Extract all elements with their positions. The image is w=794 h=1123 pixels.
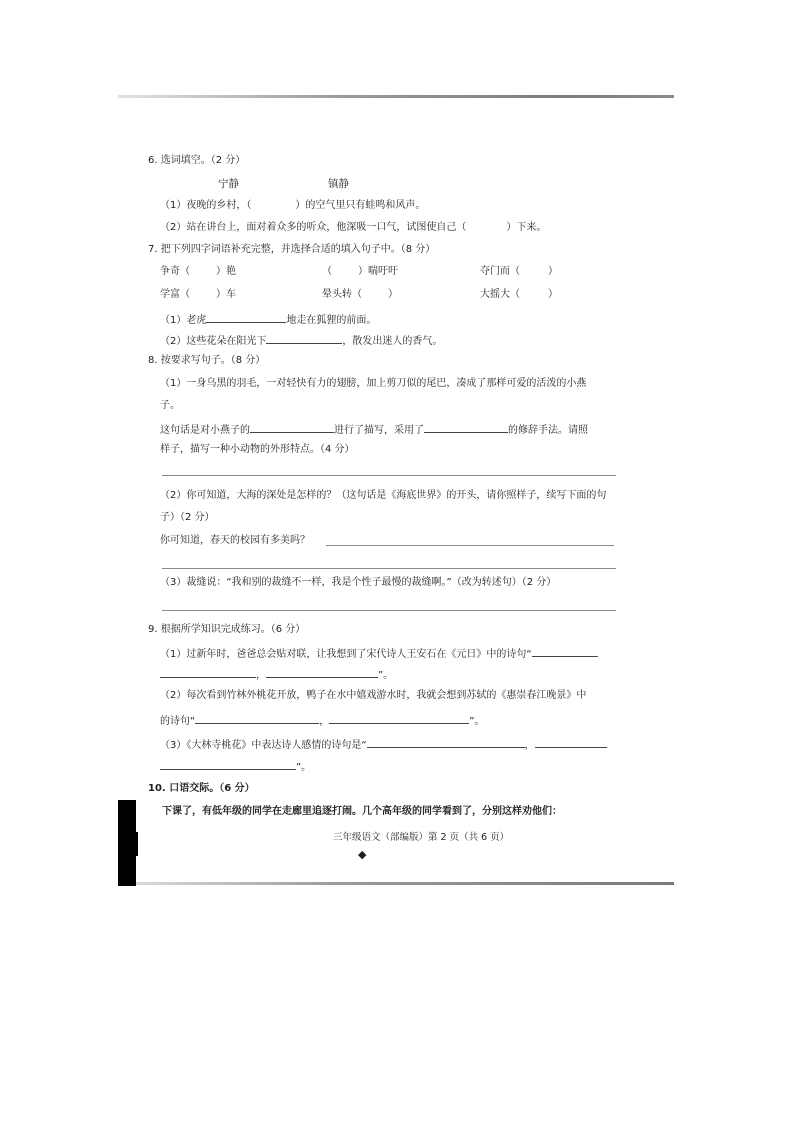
q9-p1-answer-blank-2[interactable] <box>266 667 378 678</box>
q7-idiom-3-a: 夺门而（ <box>480 266 520 277</box>
q9-p1-sep: ， <box>256 670 266 681</box>
q9-p3-answer-blank-2a[interactable] <box>535 737 607 748</box>
q7-s2-text-a: （2）这些花朵在阳光下 <box>160 336 267 347</box>
q8-p1-text-a: 这句话是对小燕子的 <box>160 425 250 436</box>
q10-text: 下课了，有低年级的同学在走廊里追逐打闹。几个高年级的同学看到了，分别这样劝他们： <box>162 806 562 817</box>
q7-idiom-1-a: 争奇（ <box>160 266 190 277</box>
q8-p1-answer-blank-1[interactable] <box>250 422 334 433</box>
q7-idiom-5-a: 晕头转（ <box>322 289 362 300</box>
q6-title: 6. 选词填空。（2 分） <box>148 155 246 166</box>
q9-p1-text: （1）过新年时，爸爸总会贴对联，让我想到了宋代诗人王安石在《元日》中的诗句“ <box>160 649 532 660</box>
q10-title: 10. 口语交际。（6 分） <box>148 783 255 794</box>
q7-idiom-4 <box>160 289 236 301</box>
q8-p2-answer-line-2[interactable] <box>162 568 616 569</box>
footer-diamond-icon: ◆ <box>358 848 367 861</box>
q7-idiom-5-b: ） <box>388 289 398 300</box>
q7-idiom-1-b: ）艳 <box>216 266 236 277</box>
q9-p2-line-2 <box>160 713 484 728</box>
q9-p1-end: ”。 <box>378 670 394 681</box>
q9-p3-answer-blank-2b[interactable] <box>160 759 296 770</box>
q7-sentence-2 <box>160 333 442 348</box>
q8-p1-line-3 <box>160 422 588 437</box>
q9-p1-answer-blank-1a[interactable] <box>532 646 598 657</box>
q7-s2-text-b: ，散发出迷人的香气。 <box>342 336 443 347</box>
q9-p2-text: 的诗句“ <box>160 716 196 727</box>
q8-p1-answer-blank-2[interactable] <box>424 422 508 433</box>
q9-p3-sep: ， <box>524 740 535 751</box>
q7-idiom-2-b: ）喘吁吁 <box>358 266 398 277</box>
q8-p2-line-1: （2）你可知道，大海的深处是怎样的？（这句话是《海底世界》的开头，请你照样子，续写下面的句 <box>160 490 607 501</box>
q6-s2-text-b: ）下来。 <box>506 222 547 233</box>
q7-s1-text-a: （1）老虎 <box>160 315 207 326</box>
q9-p1-answer-blank-1b[interactable] <box>160 667 256 678</box>
q9-p3-line-2 <box>160 759 311 774</box>
q8-p1-line-2: 子。 <box>160 400 180 411</box>
q7-sentence-1 <box>160 312 376 327</box>
q7-s2-answer-blank[interactable] <box>266 333 342 344</box>
q9-p2-sep: ， <box>319 716 330 727</box>
q8-p1-line-4: 样子，描写一种小动物的外形特点。（4 分） <box>160 444 355 455</box>
q8-p1-text-b: 进行了描写，采用了 <box>334 425 424 436</box>
q6-word-1: 宁静 <box>218 178 239 190</box>
q7-idiom-5 <box>322 289 398 301</box>
q7-idiom-6 <box>480 289 558 301</box>
q7-title: 7. 把下列四字词语补充完整，并选择合适的填入句子中。（8 分） <box>148 244 436 255</box>
q9-p3-answer-blank-1[interactable] <box>367 737 525 748</box>
q9-p2-end: ”。 <box>469 716 485 727</box>
q7-idiom-1 <box>160 266 236 278</box>
q8-p2-line-3: 你可知道，春天的校园有多美吗？ <box>160 535 310 546</box>
q6-word-2: 镇静 <box>328 178 349 190</box>
q8-p3-line-1: （3）裁缝说：“我和别的裁缝不一样，我是个性子最慢的裁缝啊。”（改为转述句）（2 分） <box>160 577 557 588</box>
q7-idiom-4-b: ）车 <box>216 289 236 300</box>
q9-p3-end: ”。 <box>296 762 312 773</box>
scan-edge-top <box>118 95 674 98</box>
q9-p2-answer-blank-1[interactable] <box>195 713 319 724</box>
q9-p1-line-1 <box>160 646 598 661</box>
q9-p2-line-1: （2）每次看到竹林外桃花开放，鸭子在水中嬉戏游水时，我就会想到苏轼的《惠崇春江晚景》中 <box>160 690 587 701</box>
q7-idiom-6-b: ） <box>548 289 558 300</box>
scan-black-mark-2 <box>130 832 138 856</box>
q6-s2-text-a: （2）站在讲台上，面对着众多的听众，他深吸一口气，试图使自己（ <box>160 222 467 233</box>
q7-idiom-2 <box>322 266 398 278</box>
scan-edge-bottom <box>118 882 674 885</box>
q7-idiom-3 <box>480 266 558 278</box>
q7-idiom-3-b: ） <box>548 266 558 277</box>
q8-p2-answer-line-1[interactable] <box>326 545 614 546</box>
q8-p1-line-1: （1）一身乌黑的羽毛，一对轻快有力的翅膀，加上剪刀似的尾巴，凑成了那样可爱的活泼的小燕 <box>160 378 587 389</box>
q9-p2-answer-blank-2[interactable] <box>329 713 469 724</box>
q7-idiom-6-a: 大摇大（ <box>480 289 520 300</box>
q8-p1-text-c: 的修辞手法。请照 <box>508 425 588 436</box>
page-footer: 三年级语文（部编版）第 2 页（共 6 页） <box>333 832 510 843</box>
q6-sentence-1 <box>160 200 425 212</box>
q9-p3-text: （3）《大林寺桃花》中表达诗人感情的诗句是“ <box>160 740 367 751</box>
q9-p1-line-2 <box>160 667 393 682</box>
q8-p1-answer-line[interactable] <box>162 475 616 476</box>
q8-title: 8. 按要求写句子。（8 分） <box>148 355 266 366</box>
q9-title: 9. 根据所学知识完成练习。（6 分） <box>148 624 306 635</box>
q7-idiom-2-a: （ <box>322 266 332 277</box>
q7-idiom-4-a: 学富（ <box>160 289 190 300</box>
q6-s1-text-b: ）的空气里只有蛙鸣和风声。 <box>295 200 426 211</box>
q8-p3-answer-line[interactable] <box>162 610 616 611</box>
q7-s1-text-b: 地走在狐狸的前面。 <box>286 315 377 326</box>
q6-s1-text-a: （1）夜晚的乡村，（ <box>160 200 252 211</box>
q7-s1-answer-blank[interactable] <box>206 312 286 323</box>
q6-sentence-2 <box>160 222 546 234</box>
q9-p3-line-1 <box>160 737 607 752</box>
q8-p2-line-2: 子）（2 分） <box>160 512 215 523</box>
